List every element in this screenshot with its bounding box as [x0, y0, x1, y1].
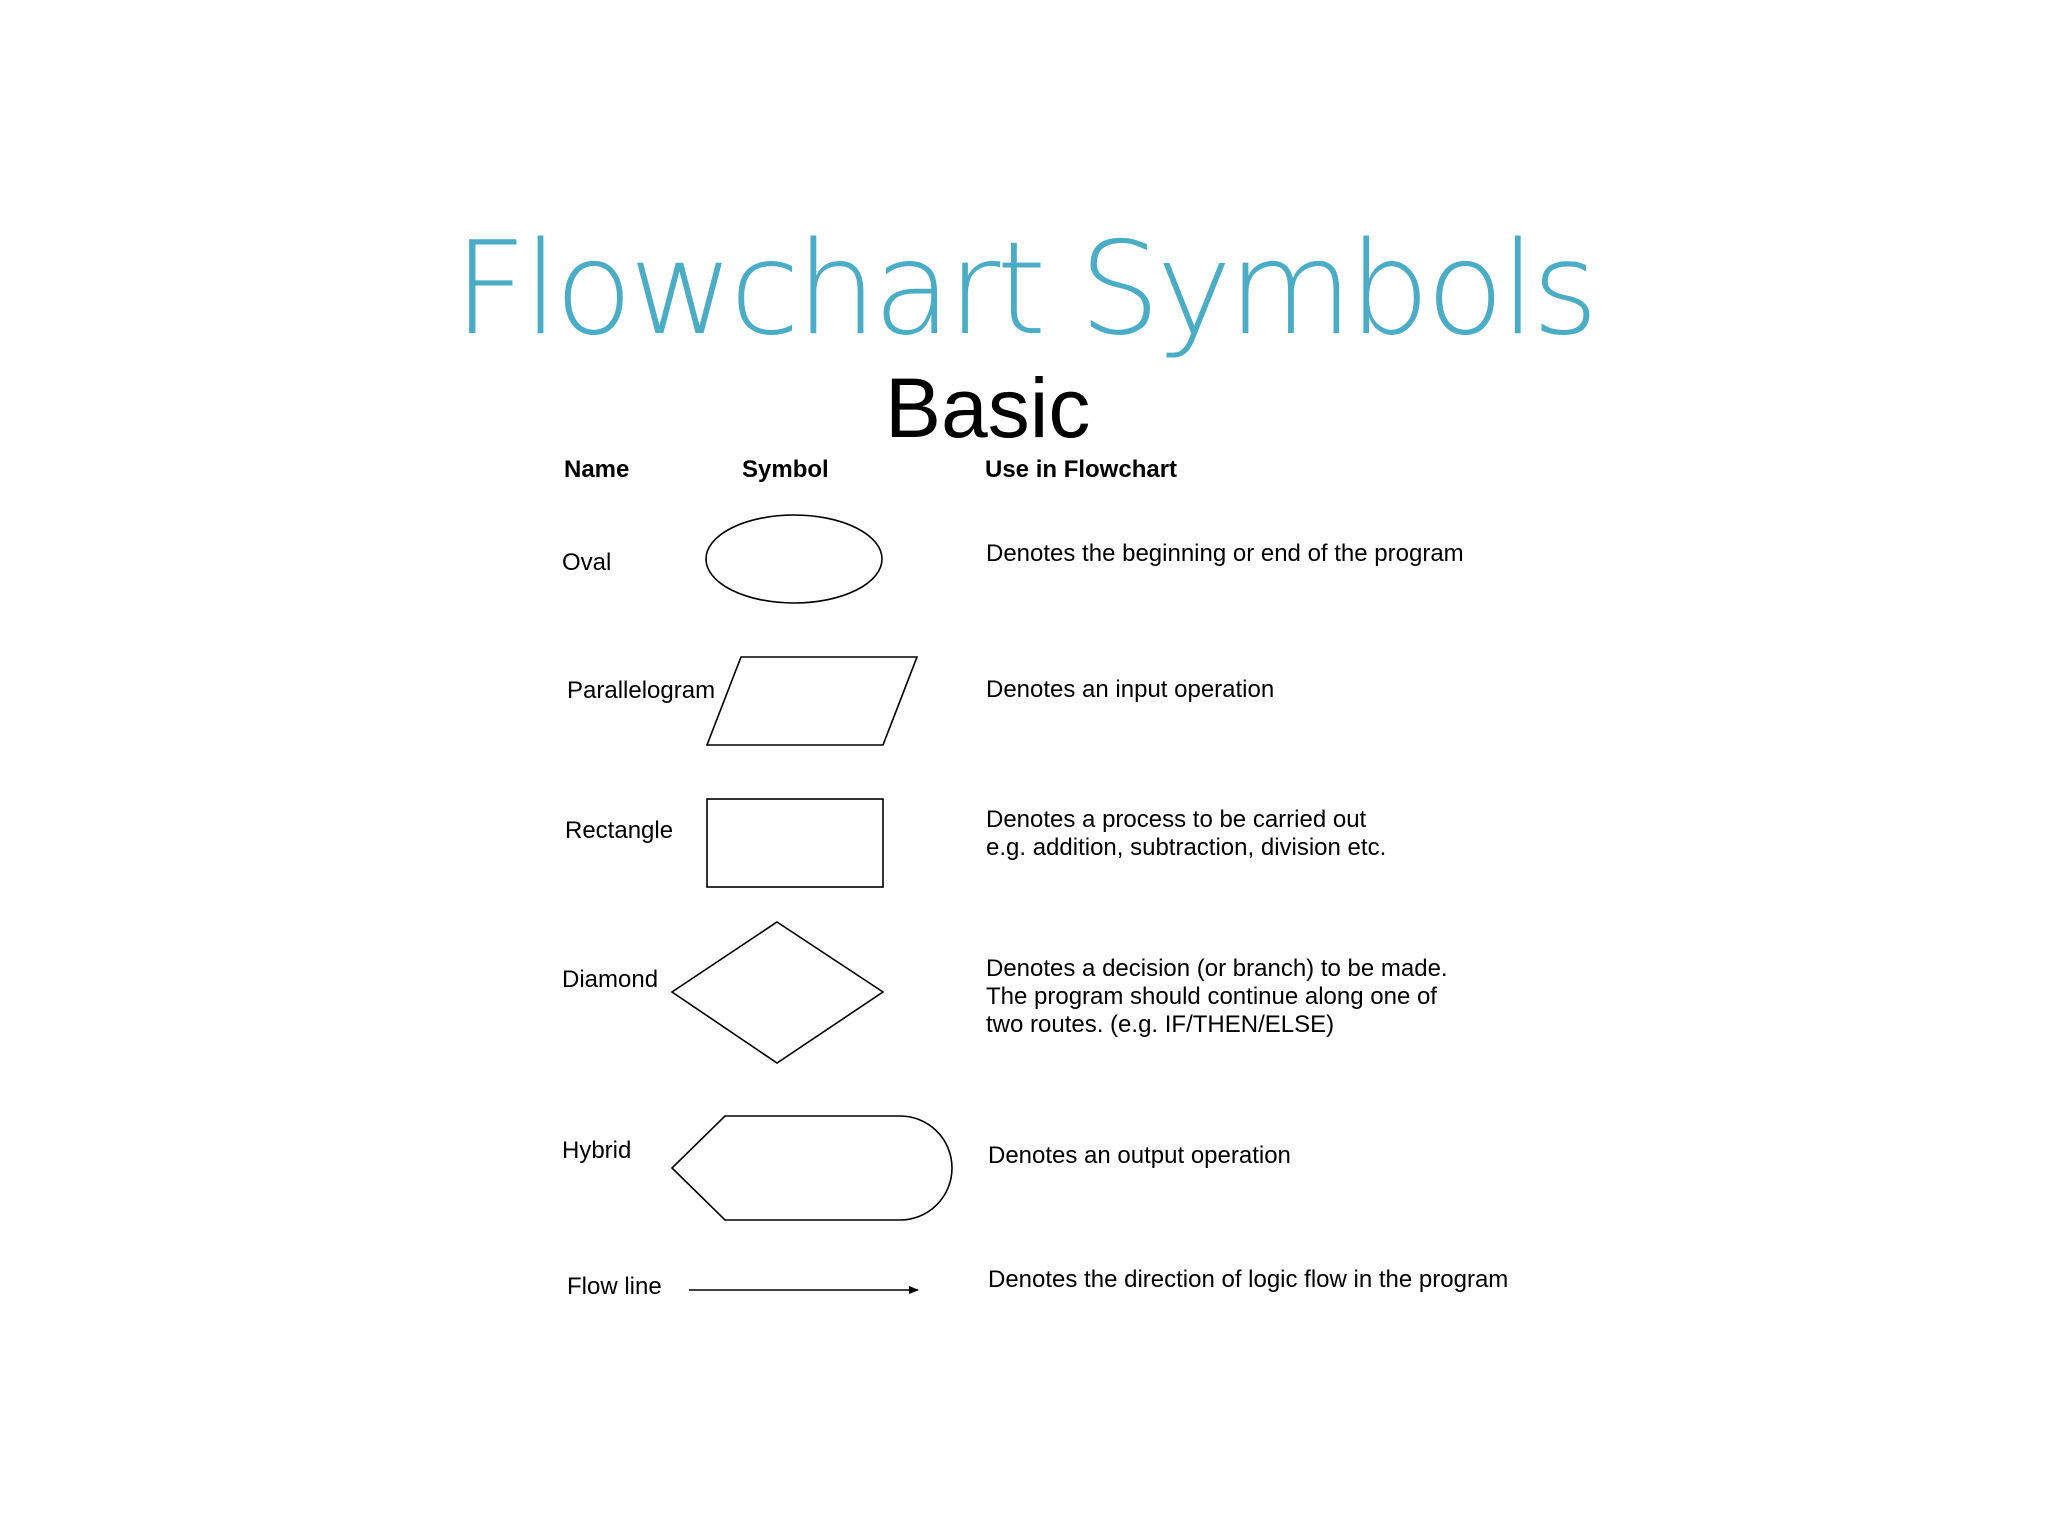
row-name-parallelogram: Parallelogram [567, 677, 716, 704]
page-subtitle: Basic [885, 361, 1091, 455]
parallelogram-symbol [707, 657, 917, 745]
row-use-diamond: Denotes a decision (or branch) to be made. The program should continue along one of two routes. (e.g. IF/THEN/ELSE) [986, 955, 1448, 1038]
row-use-parallelogram: Denotes an input operation [986, 676, 1275, 703]
row-use-flow-line: Denotes the direction of logic flow in the program [988, 1266, 1509, 1293]
row-use-oval: Denotes the beginning or end of the program [986, 540, 1464, 567]
column-header-symbol: Symbol [742, 456, 829, 483]
row-name-hybrid: Hybrid [562, 1137, 632, 1164]
page-title: Flowchart Symbols [453, 215, 1595, 364]
hybrid-symbol [672, 1116, 952, 1220]
diamond-symbol [672, 922, 883, 1063]
row-name-flow-line: Flow line [567, 1273, 662, 1300]
column-header-name: Name [564, 456, 630, 483]
row-use-hybrid: Denotes an output operation [988, 1142, 1291, 1169]
row-name-diamond: Diamond [562, 966, 659, 993]
row-name-rectangle: Rectangle [565, 817, 674, 844]
row-use-rectangle: Denotes a process to be carried out e.g. addition, subtraction, division etc. [986, 806, 1387, 861]
column-header-use: Use in Flowchart [985, 456, 1178, 483]
row-name-oval: Oval [562, 549, 612, 576]
rectangle-symbol [707, 799, 883, 887]
oval-symbol [706, 515, 882, 603]
